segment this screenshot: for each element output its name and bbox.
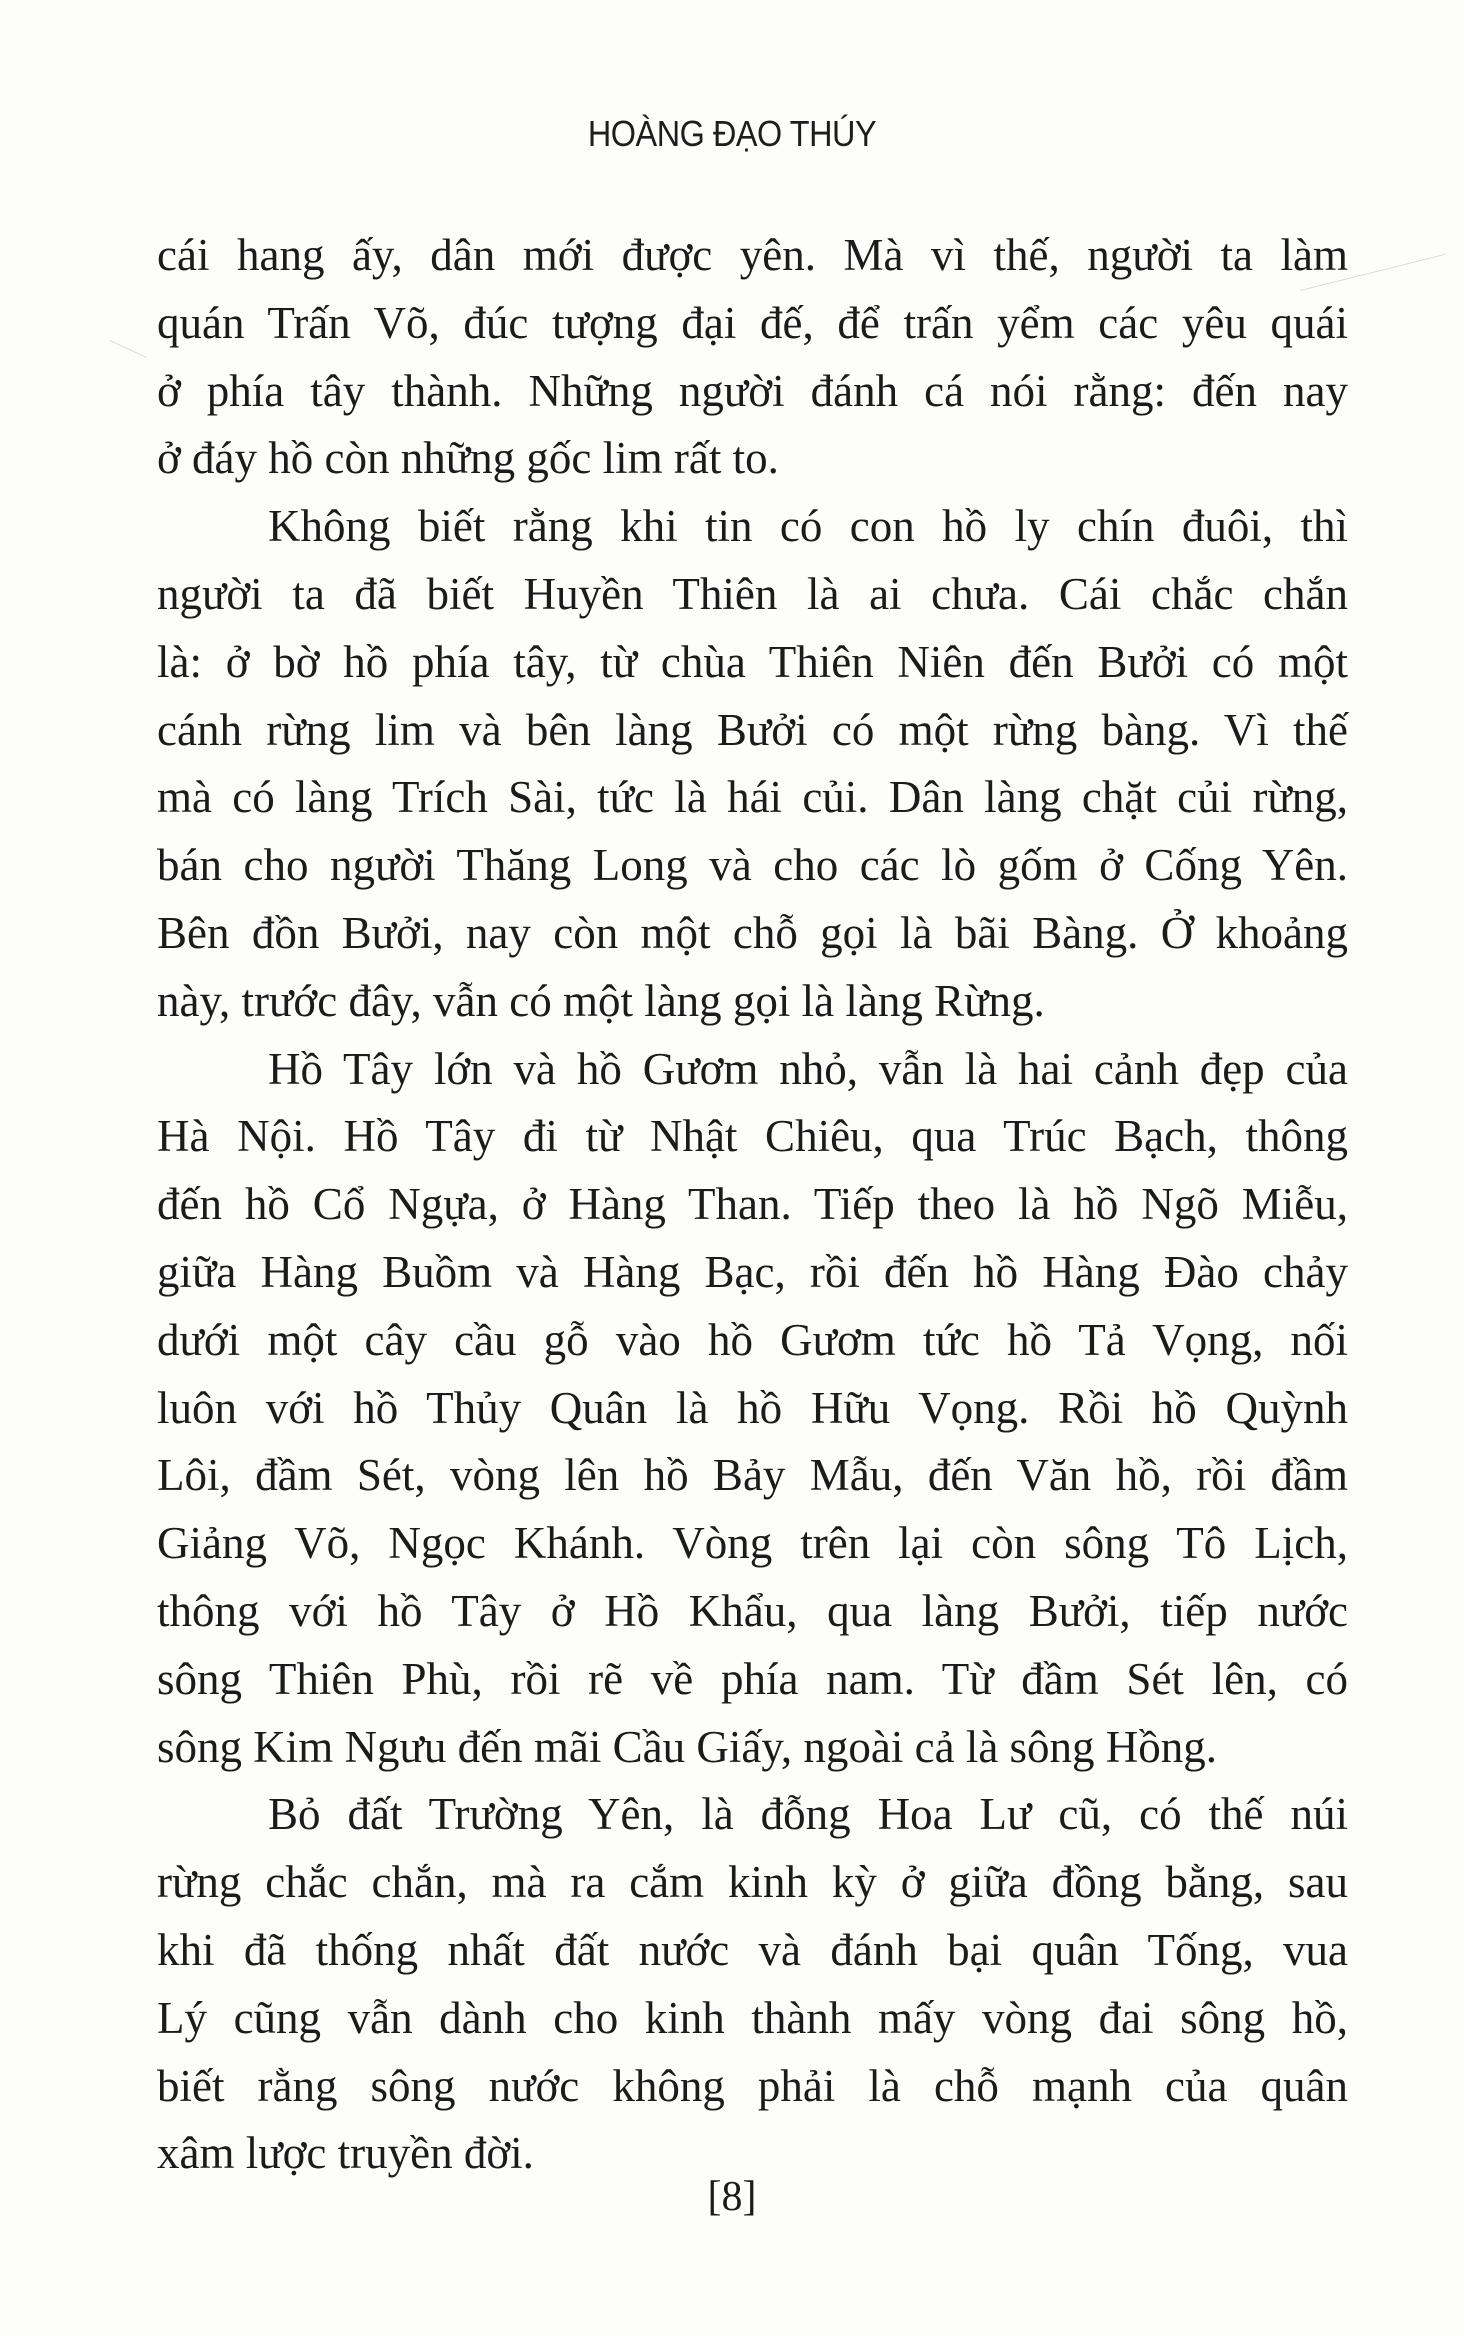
- text-line: Bên đồn Bưởi, nay còn một chỗ gọi là bãi Bàng. Ở khoảng: [157, 907, 1348, 958]
- text-line: đến hồ Cổ Ngựa, ở Hàng Than. Tiếp theo là hồ Ngõ Miễu,: [157, 1179, 1348, 1230]
- text-line: cái hang ấy, dân mới được yên. Mà vì thế, người ta làm: [157, 230, 1348, 280]
- text-line: ở phía tây thành. Những người đánh cá nói rằng: đến nay: [157, 365, 1348, 416]
- text-line: này, trước đây, vẫn có một làng gọi là làng Rừng.: [157, 975, 1045, 1026]
- text-line: giữa Hàng Buồm và Hàng Bạc, rồi đến hồ Hàng Đào chảy: [157, 1246, 1348, 1297]
- text-line: Hà Nội. Hồ Tây đi từ Nhật Chiêu, qua Trúc Bạch, thông: [157, 1111, 1348, 1162]
- scan-artifact: [110, 340, 147, 358]
- text-line: rừng chắc chắn, mà ra cắm kinh kỳ ở giữa đồng bằng, sau: [157, 1857, 1348, 1908]
- text-line: Bỏ đất Trường Yên, là đỗng Hoa Lư cũ, có thế núi: [268, 1789, 1348, 1840]
- page-number: [8]: [707, 2174, 757, 2220]
- text-line: Hồ Tây lớn và hồ Gươm nhỏ, vẫn là hai cảnh đẹp của: [268, 1043, 1348, 1094]
- text-line: người ta đã biết Huyền Thiên là ai chưa. Cái chắc chắn: [157, 568, 1348, 619]
- text-line: Lôi, đầm Sét, vòng lên hồ Bảy Mẫu, đến Văn hồ, rồi đầm: [157, 1450, 1348, 1501]
- paragraph: [157, 493, 1348, 1035]
- text-line: quán Trấn Võ, đúc tượng đại đế, để trấn yểm các yêu quái: [157, 297, 1348, 348]
- text-line: cánh rừng lim và bên làng Bưởi có một rừng bàng. Vì thế: [157, 704, 1348, 755]
- text-line: sông Thiên Phù, rồi rẽ về phía nam. Từ đầm Sét lên, có: [157, 1653, 1348, 1704]
- paragraph: [157, 222, 1348, 493]
- text-line: ở đáy hồ còn những gốc lim rất to.: [157, 433, 779, 484]
- paragraph: [157, 1036, 1348, 1782]
- text-line: mà có làng Trích Sài, tức là hái củi. Dân làng chặt củi rừng,: [157, 772, 1348, 823]
- text-line: sông Kim Ngưu đến mãi Cầu Giấy, ngoài cả là sông Hồng.: [157, 1721, 1218, 1772]
- text-line: khi đã thống nhất đất nước và đánh bại quân Tống, vua: [157, 1924, 1348, 1975]
- text-line: luôn với hồ Thủy Quân là hồ Hữu Vọng. Rồi hồ Quỳnh: [157, 1382, 1348, 1433]
- running-header: HOÀNG ĐẠO THÚY: [587, 113, 877, 154]
- text-line: Không biết rằng khi tin có con hồ ly chín đuôi, thì: [268, 501, 1348, 552]
- text-line: xâm lược truyền đời.: [157, 2128, 534, 2179]
- body-text: [157, 222, 1348, 2188]
- paragraph: [157, 1781, 1348, 2188]
- text-line: dưới một cây cầu gỗ vào hồ Gươm tức hồ Tả Vọng, nối: [157, 1314, 1348, 1365]
- text-line: bán cho người Thăng Long và cho các lò gốm ở Cống Yên.: [157, 840, 1348, 891]
- text-line: biết rằng sông nước không phải là chỗ mạnh của quân: [157, 2060, 1348, 2111]
- text-line: Giảng Võ, Ngọc Khánh. Vòng trên lại còn sông Tô Lịch,: [157, 1518, 1348, 1569]
- text-line: là: ở bờ hồ phía tây, từ chùa Thiên Niên đến Bưởi có một: [157, 636, 1348, 687]
- text-line: thông với hồ Tây ở Hồ Khẩu, qua làng Bưởi, tiếp nước: [157, 1585, 1348, 1636]
- text-line: Lý cũng vẫn dành cho kinh thành mấy vòng đai sông hồ,: [157, 1992, 1348, 2043]
